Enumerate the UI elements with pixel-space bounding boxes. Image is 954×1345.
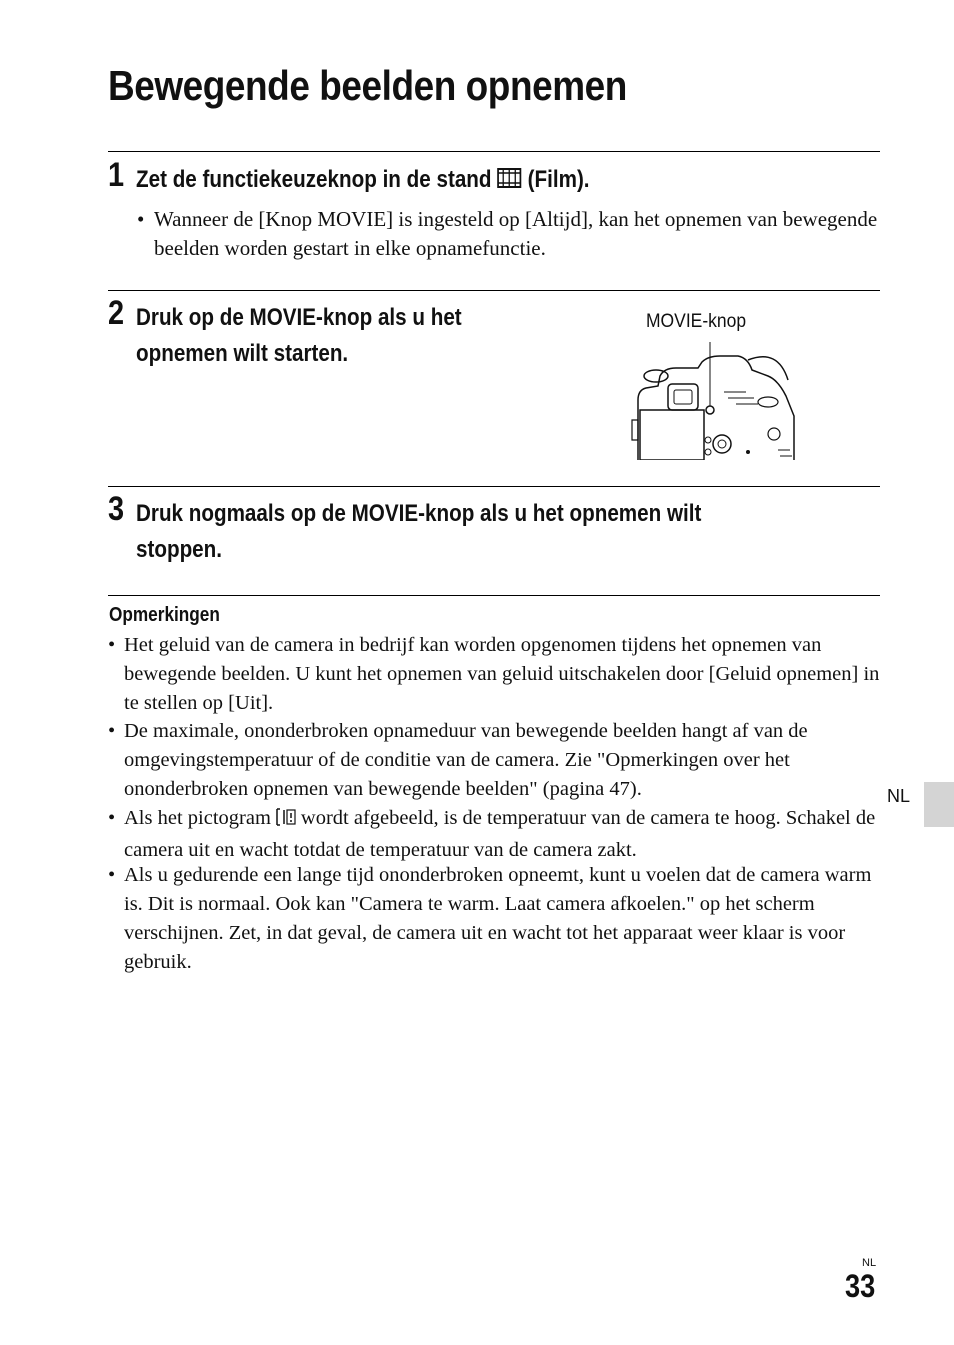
notes-heading: Opmerkingen <box>109 604 220 626</box>
bullet-marker: • <box>108 807 116 829</box>
step-2-line-2: opnemen wilt starten. <box>136 340 349 367</box>
step-1-divider <box>108 151 880 152</box>
step-3-divider <box>108 486 880 487</box>
note-text: Het geluid van de camera in bedrijf kan worden opgenomen tijdens het opnemen van bewegende beelden. U kunt het opnemen van geluid uitschakelen door [Geluid opnemen] in te stellen op [Uit]. <box>124 634 880 714</box>
step-1-bullet-text: Wanneer de [Knop MOVIE] is ingesteld op [Altijd], kan het opnemen van bewegende beelden worden gestart in elke opnamefunctie. <box>154 207 878 260</box>
note-item <box>108 804 880 865</box>
page-number: 33 <box>845 1268 876 1304</box>
note-text: De maximale, ononderbroken opnameduur van bewegende beelden hangt af van de omgevingstemperatuur of de conditie van de camera. Zie "Opmerkingen over het ononderbroken opnemen van bewegende beelden" (pagina 47). <box>124 720 808 800</box>
bullet-marker: • <box>108 634 116 656</box>
film-icon <box>497 165 523 201</box>
bullet-marker: • <box>108 864 116 886</box>
step-1-bullet <box>137 205 879 263</box>
step-2-line-1: Druk op de MOVIE-knop als u het <box>136 304 462 331</box>
note-item <box>108 717 880 804</box>
step-1-text-suffix: (Film). <box>527 166 590 193</box>
camera-illustration <box>628 340 800 460</box>
step-1-heading <box>136 162 590 201</box>
notes-divider <box>108 595 880 596</box>
footer-language: NL <box>862 1257 877 1269</box>
step-2-number: 2 <box>108 294 125 332</box>
overheat-icon <box>275 807 297 836</box>
note-text-after-icon: wordt afgebeeld, is de temperatuur van de camera te hoog. Schakel de camera uit en wacht totdat de temperatuur van de camera zakt. <box>124 807 876 861</box>
movie-button-callout: MOVIE-knop <box>646 311 747 332</box>
note-text <box>108 804 880 865</box>
note-text: Als u gedurende een lange tijd ononderbroken opneemt, kunt u voelen dat de camera warm is. Dit is normaal. Ook kan "Camera te warm. Laat camera afkoelen." op het scherm verschijnen. Zet, in dat geval, de camera uit en wacht tot het apparaat weer klaar is voor gebruik. <box>124 864 872 973</box>
page-title: Bewegende beelden opnemen <box>108 62 627 109</box>
note-text-before-icon: Als het pictogram <box>124 807 271 829</box>
step-3-heading <box>136 496 701 568</box>
step-3-line-1: Druk nogmaals op de MOVIE-knop als u het opnemen wilt <box>136 500 702 527</box>
step-1-number: 1 <box>108 156 125 194</box>
note-item <box>108 861 880 977</box>
bullet-marker: • <box>108 720 116 742</box>
step-2-divider <box>108 290 880 291</box>
step-3-number: 3 <box>108 490 125 528</box>
step-1-text: Zet de functiekeuzeknop in de stand <box>136 166 492 193</box>
step-3-line-2: stoppen. <box>136 536 222 563</box>
note-item <box>108 631 880 718</box>
language-tab <box>924 782 954 827</box>
language-tab-label: NL <box>887 786 911 806</box>
step-2-heading <box>136 300 462 372</box>
bullet-marker: • <box>137 207 145 231</box>
